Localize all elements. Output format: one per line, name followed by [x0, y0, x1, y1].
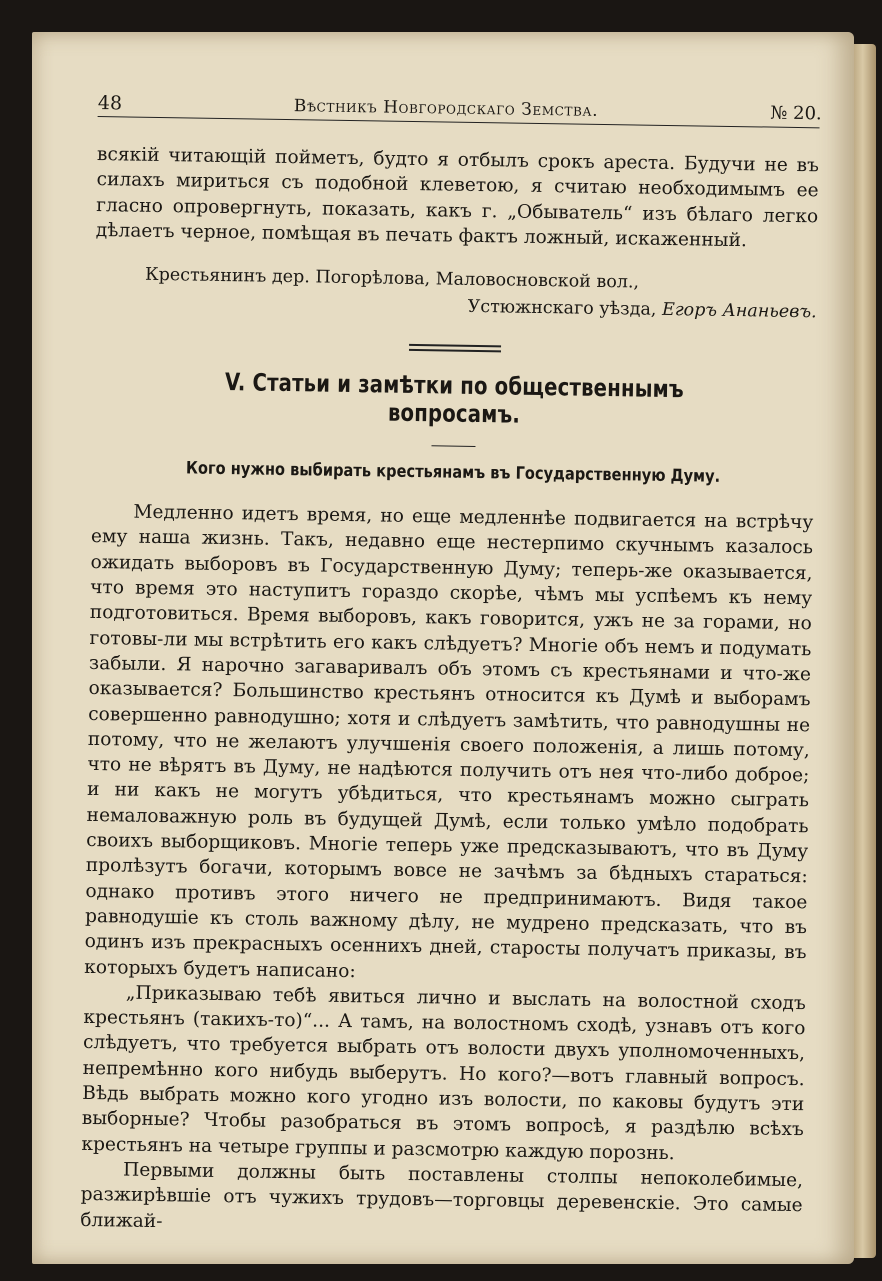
title-divider: [431, 445, 475, 447]
signature-line-1: Крестьянинъ дер. Погорѣлова, Маловосновской вол.,: [144, 264, 640, 293]
issue-number: № 20.: [770, 102, 822, 125]
signature-name: Егоръ Ананьевъ.: [661, 300, 817, 323]
running-title: Вѣстникъ Новгородскаго Земства.: [293, 96, 599, 121]
page-number: 48: [97, 92, 123, 115]
body-paragraph: „Приказываю тебѣ явиться лично и выслать на волостной сходъ крестьянъ (такихъ-то)“... А тамъ, на волостномъ сходѣ, узнавъ отъ кого слѣдуетъ, что требуется выбрать отъ волости двухъ уполномоченныхъ, непремѣнно кого нибудь выберутъ. Но кого?—вотъ главный вопросъ. Вѣдь выбрать можно кого угодно изъ волости, по каковы будутъ эти выборные? Чтобы разобраться въ этомъ вопросѣ, я раздѣлю всѣхъ крестьянъ на четыре группы и разсмотрю каждую порознь.: [81, 982, 806, 1164]
article-body: [80, 499, 813, 1244]
section-divider: [409, 344, 501, 352]
article-title: Кого нужно выбирать крестьянамъ въ Государственную Думу.: [185, 458, 721, 488]
section-title: V. Статьи и замѣтки по общественнымъ вопросамъ.: [224, 368, 685, 429]
page-content: [80, 92, 820, 1244]
signature-block: [94, 261, 817, 326]
body-paragraph: Первыми должны быть поставлены столпы непоколебимые, разжирѣвшіе отъ чужихъ трудовъ—торговцы деревенскіе. Это самые ближай-: [80, 1159, 804, 1232]
body-paragraph: Медленно идетъ время, но еще медленнѣе подвигается на встрѣчу ему наша жизнь. Такъ, недавно еще нестерпимо скучнымъ казалось ожидать выборовъ въ Государственную Думу; теперь-же оказывается, что время это наступитъ гораздо скорѣе, чѣмъ мы успѣемъ къ нему подготовиться. Время выборовъ, какъ говорится, ужъ не за горами, но готовы-ли мы встрѣтить его какъ слѣдуетъ? Многіе объ немъ и подумать забыли. Я нарочно загаваривалъ объ этомъ съ крестьянами и что-же оказывается? Большинство крестьянъ относится къ Думѣ и выборамъ совершенно равнодушно; хотя и слѣдуетъ замѣтить, что равнодушны не потому, что не желаютъ улучшенія своего положенія, а лишь потому, что не вѣрятъ въ Думу, не надѣются получить отъ нея что-либо доброе; и ни какъ не могутъ убѣдиться, что крестьянамъ можно сыграть немаловажную роль въ будущей Думѣ, если только умѣло подобрать своихъ выборщиковъ. Многіе теперь уже предсказываютъ, что въ Думу пролѣзутъ богачи, которымъ вовсе не зачѣмъ за бѣдныхъ стараться: однако противъ этого ничего не предпринимаютъ. Видя такое равнодушіе къ столь важному дѣлу, не мудрено предсказать, что въ одинъ изъ прекрасныхъ осеннихъ дней, старосты получатъ приказы, въ которыхъ будетъ написано:: [84, 501, 814, 982]
page-edge: [852, 44, 876, 1258]
intro-paragraph: всякій читающій пойметъ, будто я отбылъ срокъ ареста. Будучи не въ силахъ мириться съ подобной клеветою, я считаю необходимымъ ее гласно опровергнуть, показать, какъ г. „Обыватель“ изъ бѣлаго легко дѣлаетъ черное, помѣщая въ печать фактъ ложный, искаженный.: [95, 143, 820, 252]
signature-location: Устюжнскаго уѣзда,: [467, 297, 657, 320]
